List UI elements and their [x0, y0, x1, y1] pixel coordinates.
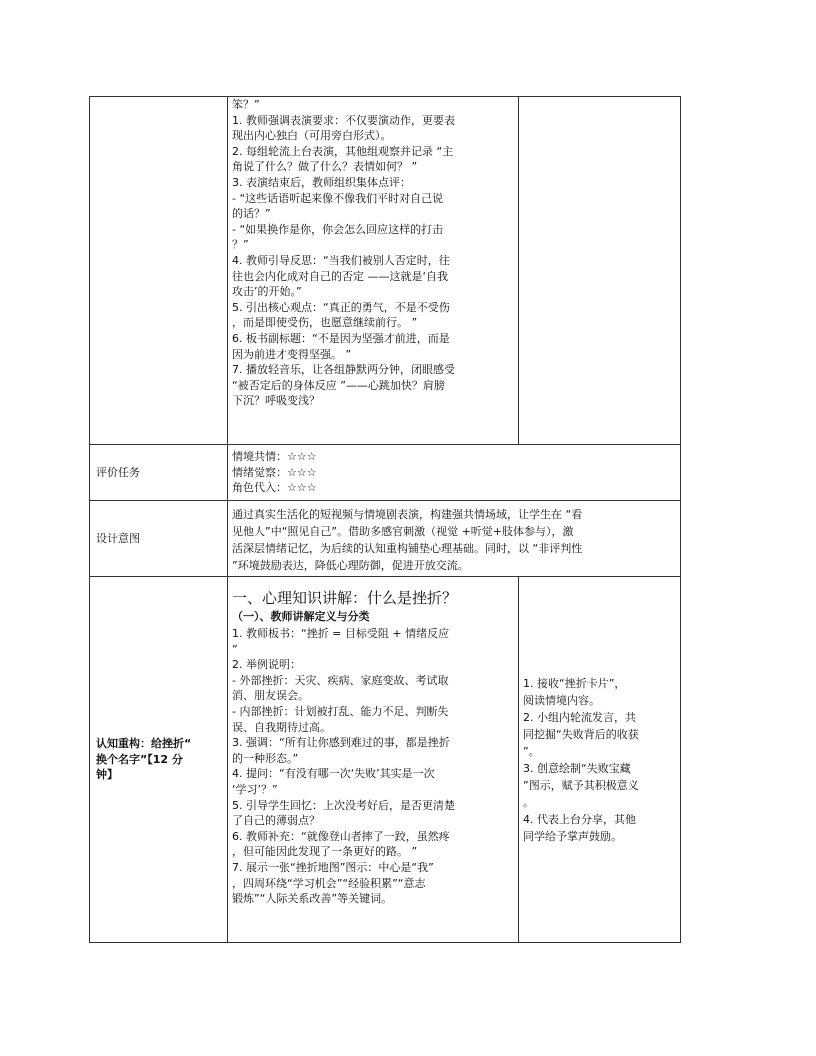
- content-line: 4. 提问：“有没有哪一次‘失败’其实是一次: [232, 767, 435, 781]
- content-line: 2. 每组轮流上台表演，其他组观察并记录 “主: [232, 144, 454, 158]
- student-activity-line: ”。: [523, 744, 540, 758]
- content-line: 攻击’的开始。”: [232, 285, 302, 299]
- content-line: 现出内心独白（可用旁白形式）。: [232, 129, 392, 143]
- cognitive-reconstruction-content-cell: [228, 577, 519, 943]
- student-activity-line: 1. 接收“挫折卡片”，: [523, 676, 626, 690]
- content-line: 2. 举例说明：: [232, 658, 301, 672]
- row1-content-cell: [228, 97, 519, 445]
- sub-heading: （一）、教师讲解定义与分类: [232, 610, 370, 623]
- content-line: 下沉？呼吸变浅？: [232, 394, 320, 408]
- content-line: 1. 教师强调表演要求：不仅要演动作，更要表: [232, 113, 455, 127]
- content-line: 往也会内化成对自己的否定 ——这就是‘自我: [232, 269, 448, 283]
- content-line: 误、自我期待过高。: [232, 720, 331, 734]
- row1-label-cell: [90, 97, 228, 445]
- stage-label-line: 钟】: [96, 768, 118, 782]
- section-heading: 一、心理知识讲解：什么是挫折？: [232, 589, 458, 607]
- student-activity-cell: [519, 577, 681, 943]
- content-line: 7. 播放轻音乐，让各组静默两分钟，闭眼感受: [232, 363, 455, 377]
- design-intent-label: 设计意图: [90, 501, 228, 577]
- content-line: 4. 教师引导反思：“当我们被别人否定时，往: [232, 253, 450, 267]
- content-line: ，但可能因此发现了一条更好的路。 ”: [232, 845, 418, 859]
- evaluation-item: 情境共情：☆☆☆: [232, 450, 317, 463]
- student-activity-line: 阅读情境内容。: [523, 693, 600, 707]
- table-row-cognitive-reconstruction: [90, 577, 681, 943]
- content-line: 6. 教师补充：“就像登山者摔了一跤，虽然疼: [232, 829, 450, 843]
- student-activity-line: 同挖掘“失败背后的收获: [523, 727, 639, 741]
- content-line: 的话？”: [232, 207, 271, 221]
- student-activity-line: 2. 小组内轮流发言，共: [523, 710, 636, 724]
- content-line: 3. 强调：“所有让你感到难过的事，都是挫折: [232, 736, 450, 750]
- content-line: 7. 展示一张“挫折地图”图示：中心是“我”: [232, 860, 434, 874]
- content-line: 6. 板书副标题：“不是因为坚强才前进，而是: [232, 331, 450, 345]
- table-row-teaching-process: [90, 97, 681, 445]
- content-line: 了自己的薄弱点？: [232, 814, 320, 828]
- content-line: 5. 引导学生回忆：上次没考好后，是否更清楚: [232, 798, 455, 812]
- content-line: “被否定后的身体反应 ”——心跳加快？肩膀: [232, 378, 445, 392]
- design-intent-line: ”环境鼓励表达，降低心理防御，促进开放交流。: [232, 559, 469, 572]
- row1-student-cell: [519, 97, 681, 445]
- content-line: 消、朋友误会。: [232, 689, 309, 703]
- lesson-plan-table: [89, 96, 681, 943]
- content-line: ，四周环绕“学习机会”“经验积累”“意志: [232, 876, 426, 890]
- content-line: 笨？”: [232, 98, 260, 111]
- content-line: - 内部挫折：计划被打乱、能力不足、判断失: [232, 704, 449, 718]
- content-line: 因为前进才变得坚强。 ”: [232, 347, 352, 361]
- student-activity-line: 3. 创意绘制“失败宝藏: [523, 761, 631, 775]
- student-activity-line: ”图示，赋予其积极意义: [523, 778, 639, 792]
- content-line: - “如果换作是你，你会怎么回应这样的打击: [232, 222, 444, 236]
- design-intent-line: 活深层情绪记忆，为后续的认知重构铺垫心理基础。同时，以 “非评判性: [232, 542, 583, 555]
- design-intent-content-cell: [228, 501, 681, 577]
- content-line: 的一种形态。”: [232, 751, 299, 765]
- stage-label-line: 换个名字”【12 分: [96, 752, 183, 766]
- content-line: ？”: [232, 238, 249, 252]
- evaluation-item: 角色代入：☆☆☆: [232, 481, 317, 495]
- content-line: 角说了什么？做了什么？表情如何？ ”: [232, 160, 418, 174]
- evaluation-item: 情绪觉察：☆☆☆: [232, 465, 317, 479]
- student-activity-line: 4. 代表上台分享，其他: [523, 812, 636, 826]
- student-activity-line: 。: [523, 795, 534, 809]
- content-line: 锻炼”“人际关系改善”等关键词。: [232, 892, 393, 906]
- design-intent-line: 通过真实生活化的短视频与情境剧表演，构建强共情场域，让学生在 “看: [232, 508, 583, 521]
- content-line: 5. 引出核心观点：“真正的勇气，不是不受伤: [232, 300, 450, 314]
- stage-label-line: 认知重构：给挫折“: [96, 737, 192, 751]
- table-row-evaluation: [90, 445, 681, 501]
- student-activity-line: 同学给予掌声鼓励。: [523, 829, 622, 843]
- content-line: ‘学习’？”: [232, 782, 278, 796]
- evaluation-content-cell: [228, 445, 681, 501]
- content-line: ，而是即使受伤，也愿意继续前行。 ”: [232, 316, 418, 330]
- content-line: ”: [232, 642, 238, 656]
- design-intent-line: 见他人”中“照见自己”。借助多感官刺激（视觉 +听觉+肢体参与），激: [232, 525, 574, 538]
- content-line: 3. 表演结束后，教师组织集体点评：: [232, 175, 411, 189]
- evaluation-label: 评价任务: [90, 445, 228, 501]
- table-row-design-intent: [90, 501, 681, 577]
- content-line: 1. 教师板书：“挫折 = 目标受阻 + 情绪反应: [232, 627, 450, 640]
- content-line: - 外部挫折：天灾、疾病、家庭变故、考试取: [232, 673, 449, 687]
- content-line: - “这些话语听起来像不像我们平时对自己说: [232, 191, 444, 205]
- cognitive-reconstruction-label-cell: [90, 577, 228, 943]
